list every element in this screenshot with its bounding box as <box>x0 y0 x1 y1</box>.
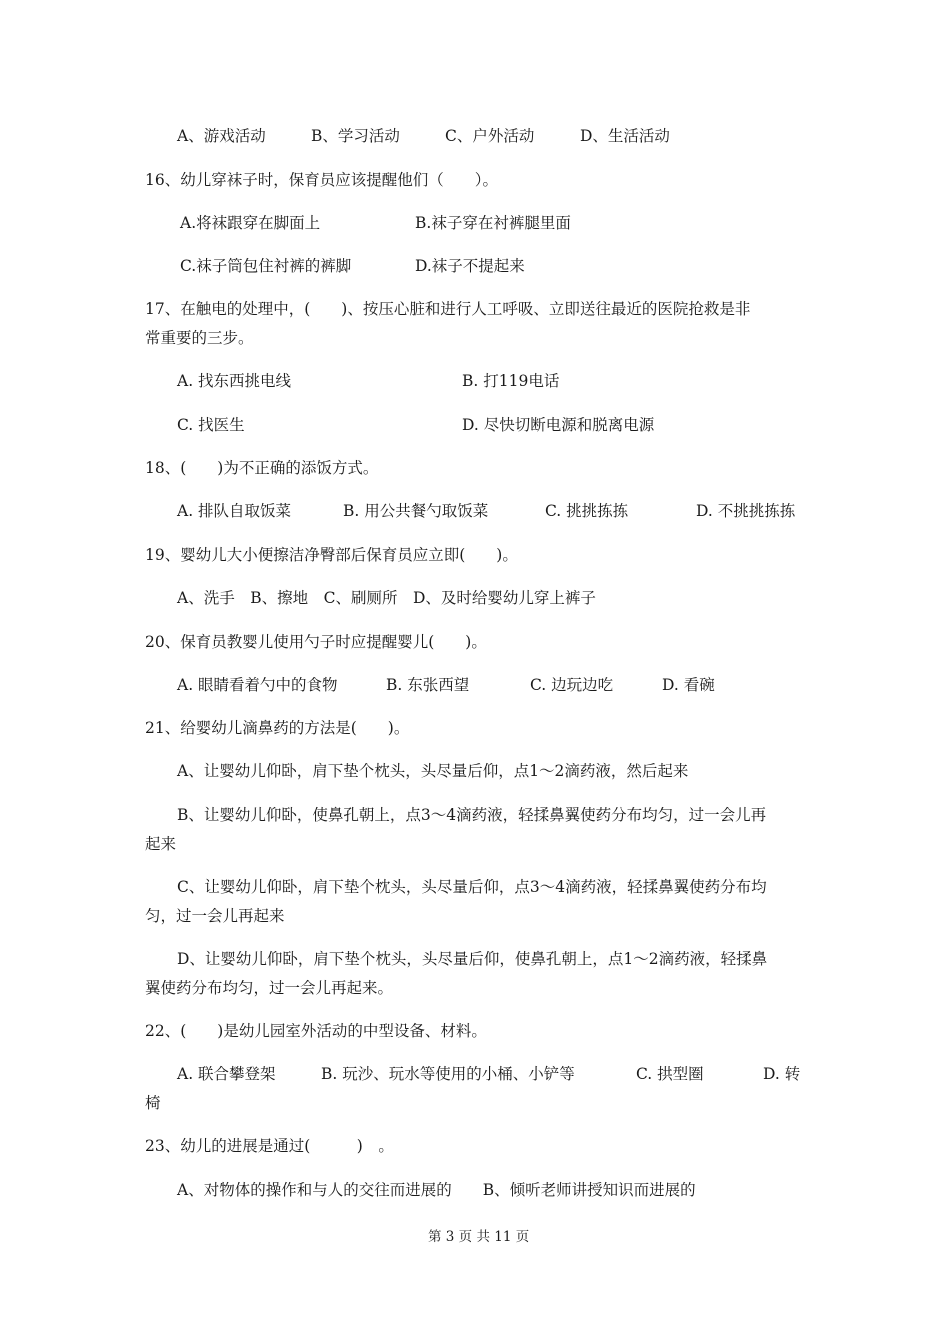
question-23: 23、幼儿的进展是通过( ) 。 <box>145 1137 394 1155</box>
q22-option-b: B. 玩沙、玩水等使用的小桶、小铲等 <box>321 1065 575 1083</box>
q21-option-c-line-1: C、让婴幼儿仰卧，肩下垫个枕头，头尽量后仰，点3～4滴药液，轻揉鼻翼使药分布均 <box>177 878 767 896</box>
q21-option-a: A、让婴幼儿仰卧，肩下垫个枕头，头尽量后仰，点1～2滴药液，然后起来 <box>177 762 689 780</box>
q18-option-b: B. 用公共餐勺取饭菜 <box>343 502 489 520</box>
q20-option-a: A. 眼睛看着勺中的食物 <box>177 676 338 694</box>
q20-option-d: D. 看碗 <box>662 676 715 694</box>
page-number-footer: 第 3 页 共 11 页 <box>428 1229 530 1245</box>
q22-option-d: D. 转 <box>763 1065 801 1083</box>
q16-option-c: C.袜子筒包住衬裤的裤脚 <box>180 257 352 275</box>
q17-option-d: D. 尽快切断电源和脱离电源 <box>462 416 655 434</box>
q21-option-d-line-2: 翼使药分布均匀，过一会儿再起来。 <box>145 979 394 997</box>
question-21: 21、给婴幼儿滴鼻药的方法是( )。 <box>145 719 410 737</box>
q18-option-c: C. 挑挑拣拣 <box>545 502 629 520</box>
q21-option-d-line-1: D、让婴幼儿仰卧，肩下垫个枕头，头尽量后仰，使鼻孔朝上，点1～2滴药液，轻揉鼻 <box>177 950 768 968</box>
q19-options: A、洗手 B、擦地 C、刷厕所 D、及时给婴幼儿穿上裤子 <box>177 589 596 607</box>
q15-option-a: A、游戏活动 <box>177 127 266 145</box>
question-17-line-1: 17、在触电的处理中，( )、按压心脏和进行人工呼吸、立即送往最近的医院抢救是非 <box>145 300 751 318</box>
question-22: 22、( )是幼儿园室外活动的中型设备、材料。 <box>145 1022 487 1040</box>
question-16: 16、幼儿穿袜子时，保育员应该提醒他们（ ）。 <box>145 171 498 189</box>
q15-option-c: C、户外活动 <box>445 127 535 145</box>
q22-option-c: C. 拱型圈 <box>636 1065 704 1083</box>
q20-option-c: C. 边玩边吃 <box>530 676 614 694</box>
q17-option-a: A. 找东西挑电线 <box>177 372 292 390</box>
question-20: 20、保育员教婴儿使用勺子时应提醒婴儿( )。 <box>145 633 487 651</box>
q21-option-b-line-1: B、让婴幼儿仰卧，使鼻孔朝上，点3～4滴药液，轻揉鼻翼使药分布均匀，过一会儿再 <box>177 806 767 824</box>
q15-option-b: B、学习活动 <box>311 127 400 145</box>
q23-options: A、对物体的操作和与人的交往而进展的 B、倾听老师讲授知识而进展的 <box>177 1181 696 1199</box>
q18-option-a: A. 排队自取饭菜 <box>177 502 292 520</box>
q21-option-c-line-2: 匀，过一会儿再起来 <box>145 907 285 925</box>
q18-option-d: D. 不挑挑拣拣 <box>696 502 796 520</box>
q22-option-d-continued: 椅 <box>145 1094 161 1112</box>
question-19: 19、婴幼儿大小便擦洁净臀部后保育员应立即( )。 <box>145 546 518 564</box>
question-17-line-2: 常重要的三步。 <box>145 329 254 347</box>
q16-option-a: A.将袜跟穿在脚面上 <box>180 214 321 232</box>
q20-option-b: B. 东张西望 <box>386 676 470 694</box>
q16-option-d: D.袜子不提起来 <box>415 257 525 275</box>
q17-option-b: B. 打119电话 <box>462 372 560 390</box>
q21-option-b-line-2: 起来 <box>145 835 177 853</box>
q17-option-c: C. 找医生 <box>177 416 245 434</box>
q22-option-a: A. 联合攀登架 <box>177 1065 276 1083</box>
q16-option-b: B.袜子穿在衬裤腿里面 <box>415 214 571 232</box>
q15-option-d: D、生活活动 <box>580 127 670 145</box>
question-18: 18、( )为不正确的添饭方式。 <box>145 459 379 477</box>
